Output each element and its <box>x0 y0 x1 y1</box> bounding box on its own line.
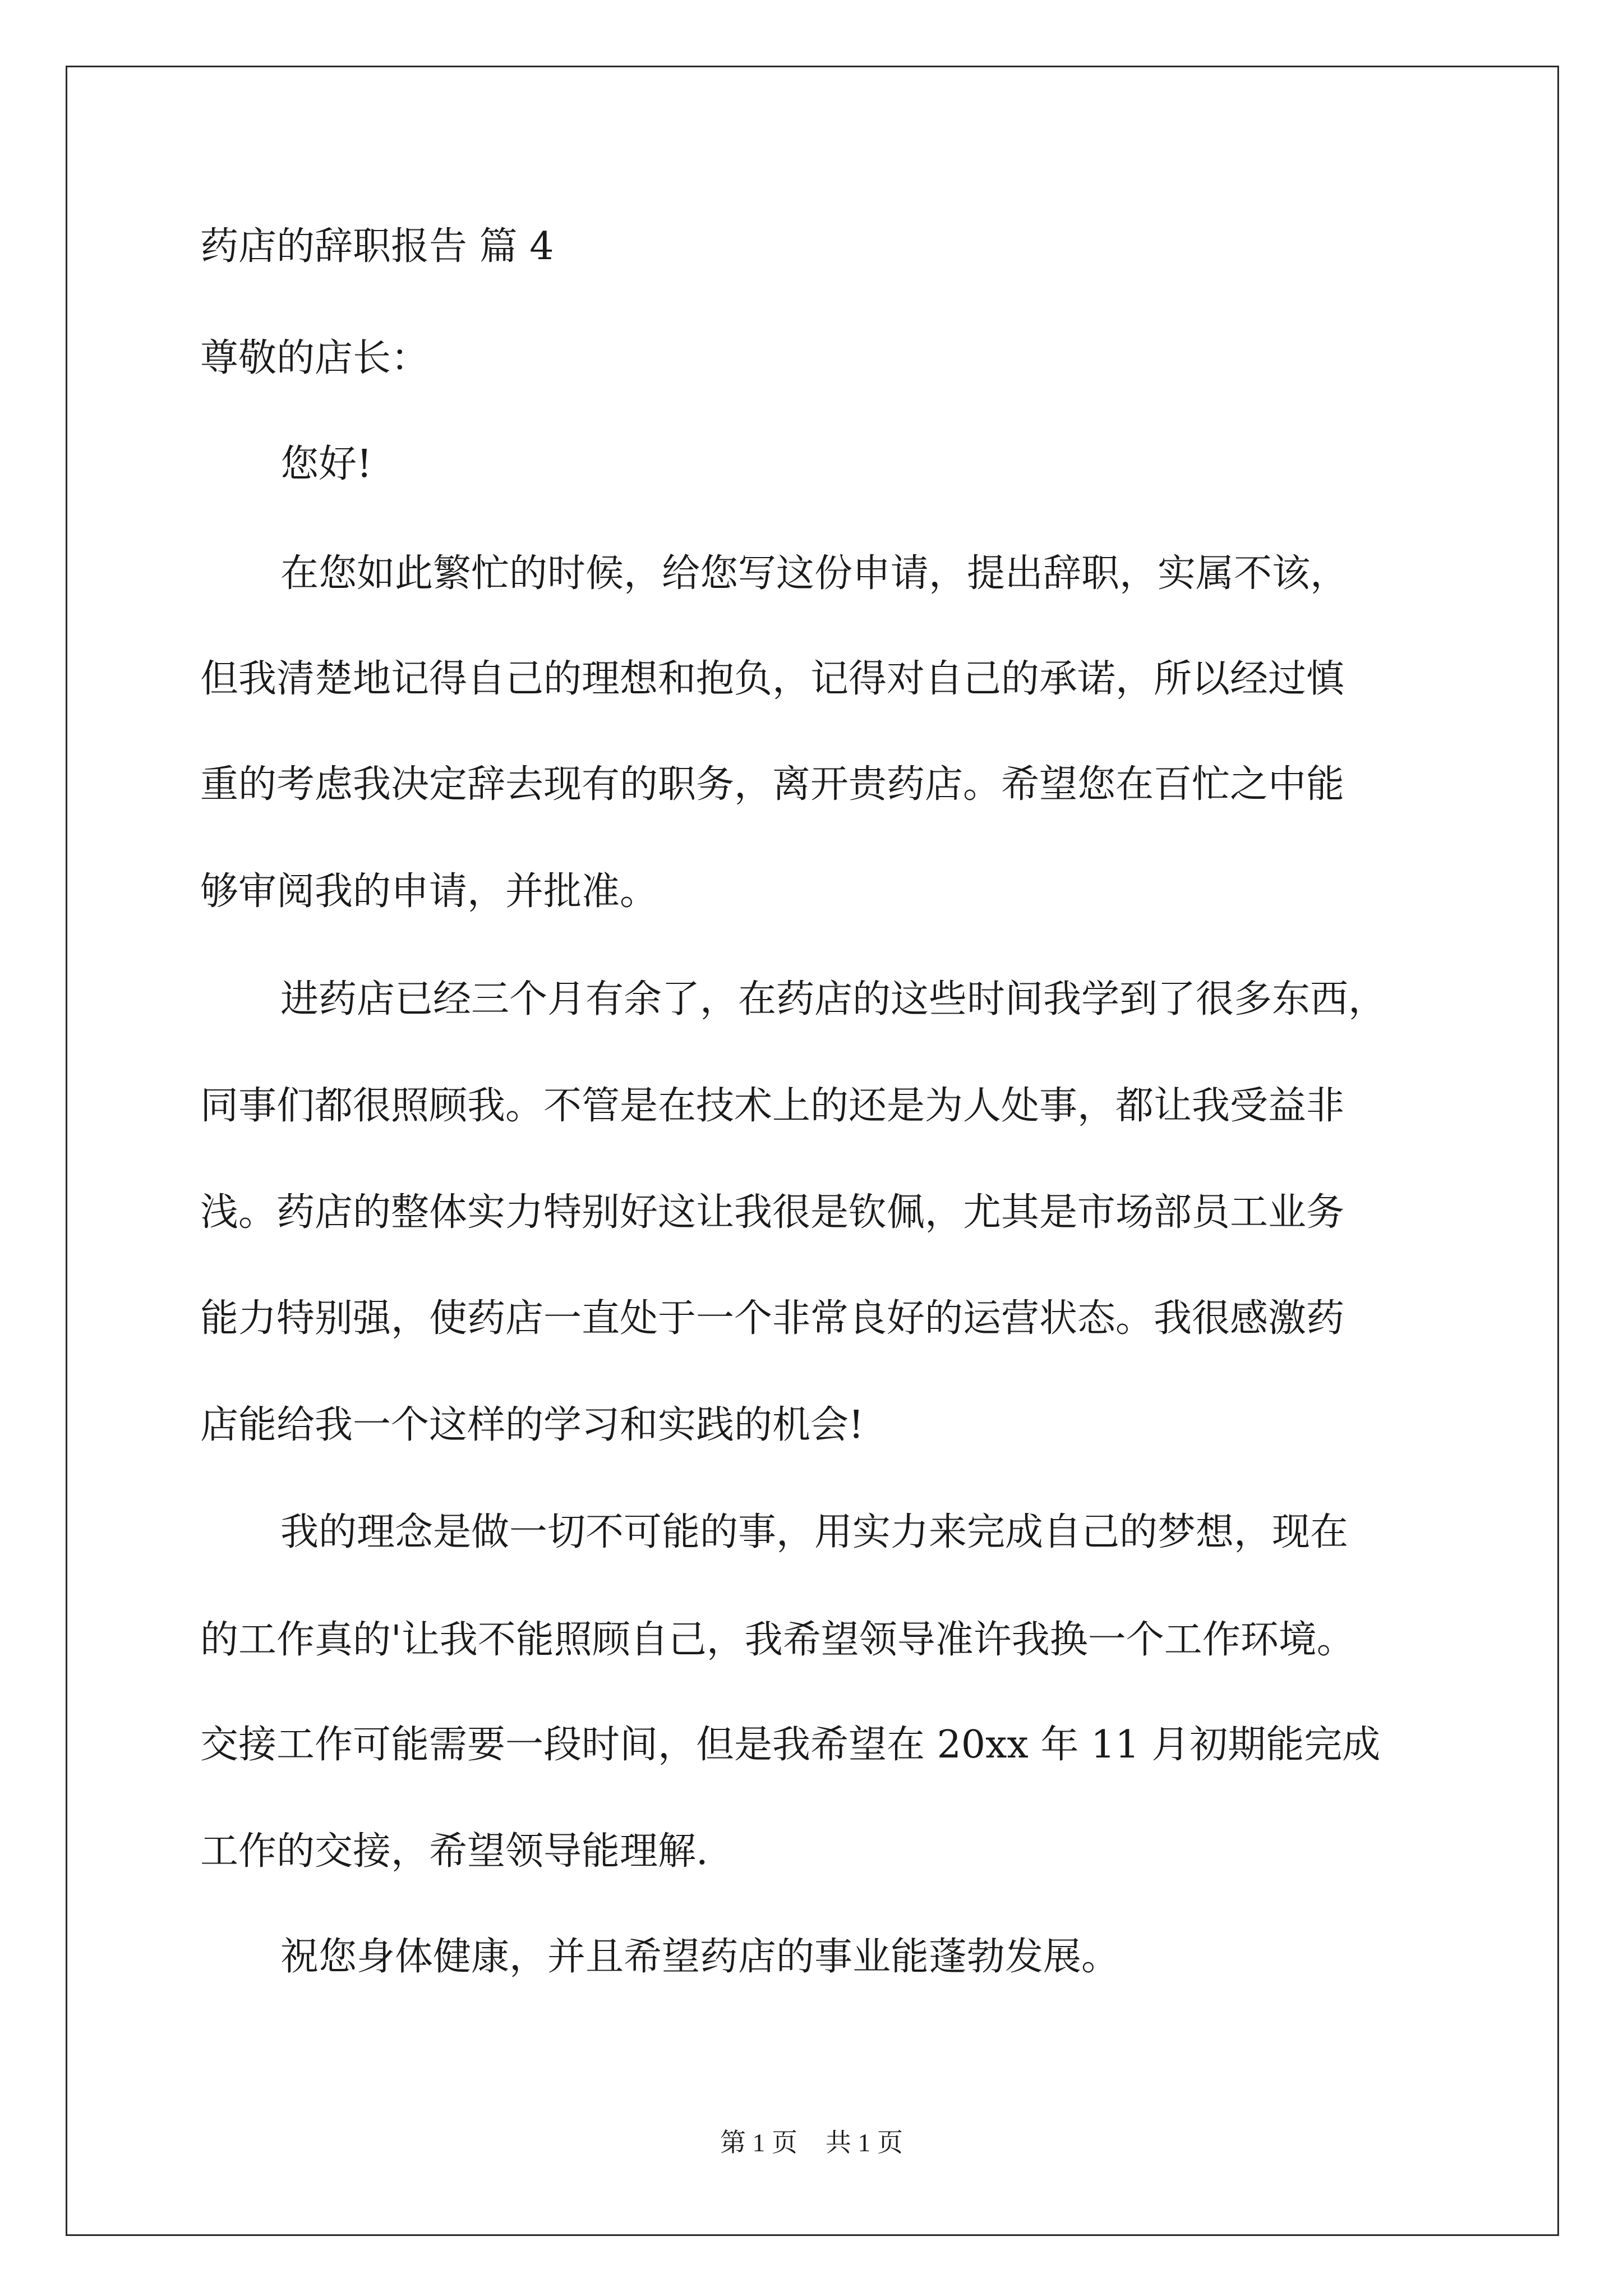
paragraph-2-line: 浅。药店的整体实力特别好这让我很是钦佩，尤其是市场部员工业务 <box>200 1190 1345 1235</box>
paragraph-1-line: 但我清楚地记得自己的理想和抱负，记得对自己的承诺，所以经过慎 <box>200 657 1345 701</box>
paragraph-2-line: 同事们都很照顾我。不管是在技术上的还是为人处事，都让我受益非 <box>200 1084 1345 1128</box>
greeting: 您好! <box>280 442 372 486</box>
paragraph-1-line: 在您如此繁忙的时候，给您写这份申请，提出辞职，实属不该， <box>280 551 1349 596</box>
closing-line: 祝您身体健康，并且希望药店的事业能蓬勃发展。 <box>280 1935 1120 1979</box>
page-border <box>66 66 1559 2236</box>
paragraph-2-line: 进药店已经三个月有余了，在药店的这些时间我学到了很多东西， <box>280 977 1387 1022</box>
paragraph-2-line: 能力特别强，使药店一直处于一个非常良好的运营状态。我很感激药 <box>200 1296 1345 1341</box>
paragraph-3-line: 的工作真的'让我不能照顾自己，我希望领导准许我换一个工作环境。 <box>200 1618 1355 1662</box>
document-title: 药店的辞职报告 篇 4 <box>200 224 554 269</box>
paragraph-1-line: 够审阅我的申请，并批准。 <box>200 869 658 914</box>
paragraph-3-line: 交接工作可能需要一段时间，但是我希望在 20xx 年 11 月初期能完成 <box>200 1723 1381 1767</box>
paragraph-3-line: 我的理念是做一切不可能的事，用实力来完成自己的梦想，现在 <box>280 1510 1349 1554</box>
paragraph-3-line: 工作的交接，希望领导能理解. <box>200 1829 708 1874</box>
paragraph-2-line: 店能给我一个这样的学习和实践的机会! <box>200 1403 864 1447</box>
page-number: 第 1 页 <box>720 2128 797 2157</box>
page-footer <box>0 2126 1623 2160</box>
paragraph-1-line: 重的考虑我决定辞去现有的职务，离开贵药店。希望您在百忙之中能 <box>200 762 1345 807</box>
page-count: 共 1 页 <box>826 2128 903 2157</box>
salutation: 尊敬的店长： <box>200 336 430 380</box>
